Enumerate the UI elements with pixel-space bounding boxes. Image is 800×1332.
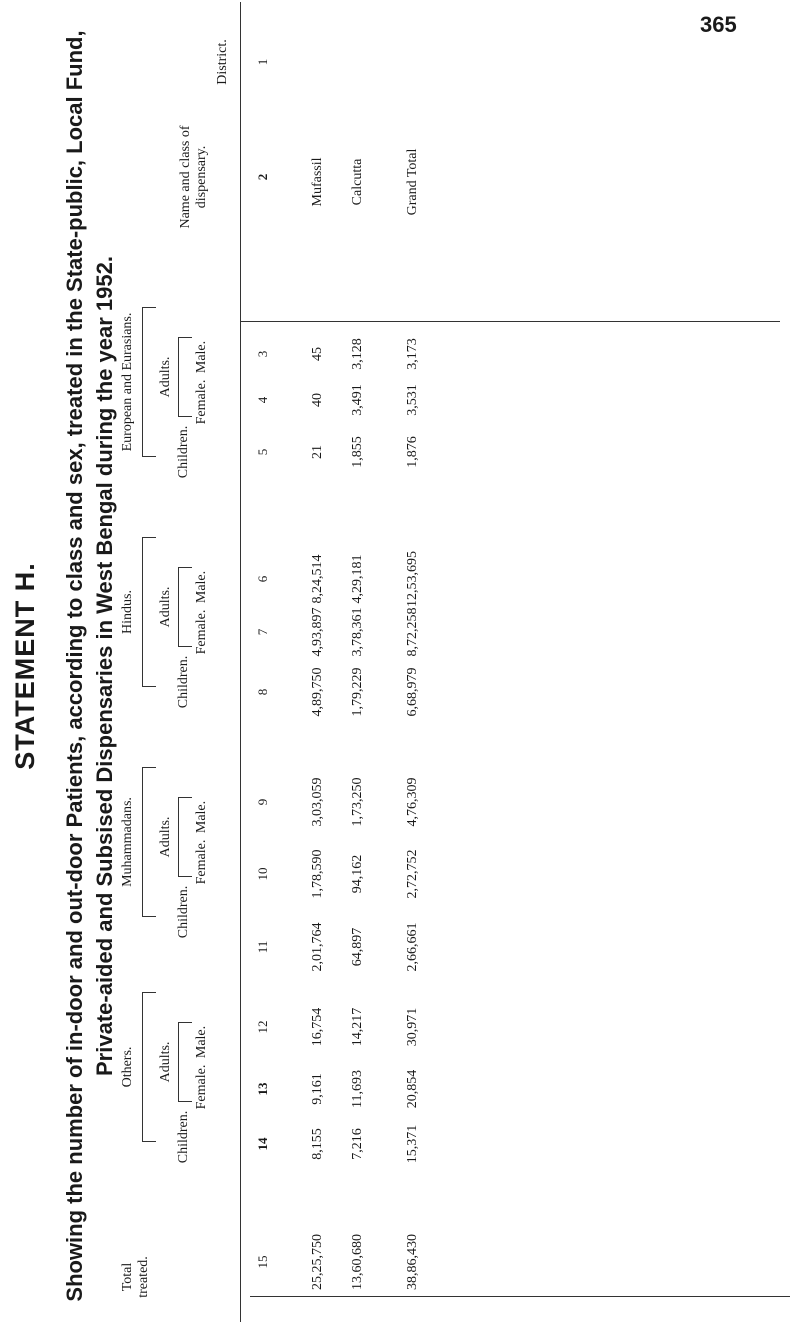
header-children-hindus: Children. xyxy=(176,655,191,709)
header-male-hindus: Male. xyxy=(194,570,209,604)
row-label-calcutta: Calcutta xyxy=(350,158,365,206)
colno-12: 12 xyxy=(255,1020,270,1034)
statement-title: STATEMENT H. xyxy=(10,562,40,770)
brace-muhammadans xyxy=(142,767,156,917)
colno-8: 8 xyxy=(255,688,270,696)
header-children-european: Children. xyxy=(176,425,191,479)
brace-adults-others xyxy=(178,1022,192,1102)
calcutta-european-children: 1,855 xyxy=(350,436,365,468)
grand-total-others-female: 20,854 xyxy=(405,1069,420,1109)
grand-total-muhammadans-children: 2,66,661 xyxy=(405,922,420,972)
calcutta-european-female: 3,491 xyxy=(350,384,365,416)
mufassil-hindus-female: 4,93,897 xyxy=(310,607,325,657)
header-rule xyxy=(240,2,241,1322)
header-adults-muhammadans: Adults. xyxy=(158,816,173,858)
statement-subtitle-line1: Showing the number of in-door and out-door Patients, according to class and sex, treated in the State-public, Local Fund, xyxy=(62,30,87,1302)
header-female-hindus: Female. xyxy=(194,609,209,655)
colno-11: 11 xyxy=(255,940,270,954)
column-rule xyxy=(240,321,780,322)
calcutta-muhammadans-female: 94,162 xyxy=(350,854,365,894)
colno-4: 4 xyxy=(255,396,270,404)
colno-6: 6 xyxy=(255,575,270,583)
colno-13: 13 xyxy=(255,1082,270,1096)
colno-1: 1 xyxy=(255,58,270,66)
right-rule xyxy=(250,1296,790,1297)
mufassil-total: 25,25,750 xyxy=(310,1234,325,1290)
statement-subtitle-line2: Private-aided and Subsised Dispensaries in West Bengal during the year 1952. xyxy=(92,256,117,1076)
colno-15: 15 xyxy=(255,1255,270,1269)
calcutta-others-female: 11,693 xyxy=(350,1070,365,1108)
header-total: Total treated. xyxy=(120,1256,151,1298)
colno-3: 3 xyxy=(255,350,270,358)
header-female-muhammadans: Female. xyxy=(194,839,209,885)
calcutta-others-children: 7,216 xyxy=(350,1128,365,1160)
row-label-mufassil: Mufassil xyxy=(310,157,325,207)
mufassil-european-female: 40 xyxy=(310,393,325,407)
header-male-european: Male. xyxy=(194,340,209,374)
colno-10: 10 xyxy=(255,867,270,881)
header-female-european: Female. xyxy=(194,379,209,425)
header-adults-hindus: Adults. xyxy=(158,586,173,628)
row-label-grand-total: Grand Total xyxy=(405,148,420,216)
grand-total-hindus-children: 6,68,979 xyxy=(405,667,420,717)
header-name-class: Name and class of dispensary. xyxy=(178,125,209,229)
mufassil-hindus-male: 8,24,514 xyxy=(310,554,325,604)
mufassil-muhammadans-female: 1,78,590 xyxy=(310,849,325,899)
header-male-muhammadans: Male. xyxy=(194,800,209,834)
header-group-muhammadans: Muhammadans. xyxy=(120,797,135,887)
mufassil-others-children: 8,155 xyxy=(310,1128,325,1160)
mufassil-european-children: 21 xyxy=(310,445,325,459)
calcutta-european-male: 3,128 xyxy=(350,338,365,370)
grand-total-muhammadans-female: 2,72,752 xyxy=(405,849,420,899)
grand-total-muhammadans-male: 4,76,309 xyxy=(405,777,420,827)
colno-5: 5 xyxy=(255,448,270,456)
brace-hindus xyxy=(142,537,156,687)
mufassil-muhammadans-male: 3,03,059 xyxy=(310,777,325,827)
header-adults-european: Adults. xyxy=(158,356,173,398)
calcutta-hindus-female: 3,78,361 xyxy=(350,607,365,657)
colno-9: 9 xyxy=(255,798,270,806)
header-children-others: Children. xyxy=(176,1110,191,1164)
grand-total-others-children: 15,371 xyxy=(405,1124,420,1164)
page-number: 365 xyxy=(700,12,737,37)
mufassil-muhammadans-children: 2,01,764 xyxy=(310,922,325,972)
grand-total-european-male: 3,173 xyxy=(405,338,420,370)
grand-total-total: 38,86,430 xyxy=(405,1234,420,1290)
calcutta-muhammadans-children: 64,897 xyxy=(350,927,365,967)
mufassil-others-male: 16,754 xyxy=(310,1007,325,1047)
calcutta-hindus-children: 1,79,229 xyxy=(350,667,365,717)
calcutta-total: 13,60,680 xyxy=(350,1234,365,1290)
header-group-others: Others. xyxy=(120,1046,135,1088)
calcutta-others-male: 14,217 xyxy=(350,1007,365,1047)
grand-total-european-female: 3,531 xyxy=(405,384,420,416)
mufassil-european-male: 45 xyxy=(310,347,325,361)
header-children-muhammadans: Children. xyxy=(176,885,191,939)
header-adults-others: Adults. xyxy=(158,1041,173,1083)
grand-total-hindus-male: 12,53,695 xyxy=(405,551,420,607)
mufassil-others-female: 9,161 xyxy=(310,1073,325,1105)
header-group-european: European and Eurasians. xyxy=(120,312,135,452)
colno-7: 7 xyxy=(255,628,270,636)
brace-european xyxy=(142,307,156,457)
colno-2: 2 xyxy=(255,173,270,181)
brace-adults-hindus xyxy=(178,567,192,647)
calcutta-muhammadans-male: 1,73,250 xyxy=(350,777,365,827)
grand-total-others-male: 30,971 xyxy=(405,1007,420,1047)
brace-others xyxy=(142,992,156,1142)
colno-14: 14 xyxy=(255,1137,270,1151)
calcutta-hindus-male: 4,29,181 xyxy=(350,554,365,604)
header-female-others: Female. xyxy=(194,1064,209,1110)
mufassil-hindus-children: 4,89,750 xyxy=(310,667,325,717)
brace-adults-muhammadans xyxy=(178,797,192,877)
grand-total-hindus-female: 8,72,258 xyxy=(405,607,420,657)
brace-adults-european xyxy=(178,337,192,417)
header-district: District. xyxy=(215,39,230,85)
header-group-hindus: Hindus. xyxy=(120,590,135,634)
header-male-others: Male. xyxy=(194,1025,209,1059)
grand-total-european-children: 1,876 xyxy=(405,436,420,468)
